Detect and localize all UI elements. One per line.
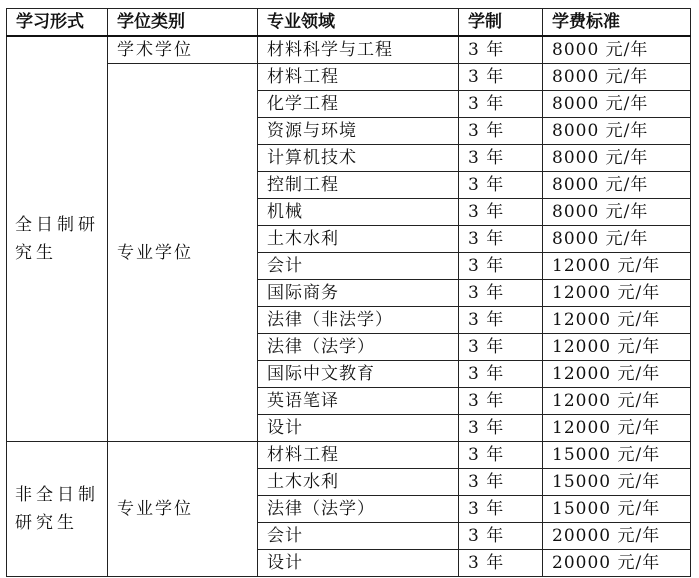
fee-cell: 12000 元/年	[543, 334, 691, 361]
fee-cell: 8000 元/年	[543, 64, 691, 91]
study-mode-cell: 非全日制研究生	[7, 442, 108, 577]
fee-cell: 8000 元/年	[543, 226, 691, 253]
study-mode-cell: 全日制研究生	[7, 36, 108, 442]
field-cell: 材料工程	[258, 64, 459, 91]
field-cell: 国际中文教育	[258, 361, 459, 388]
duration-cell: 3 年	[459, 172, 543, 199]
duration-cell: 3 年	[459, 36, 543, 64]
table-header	[7, 9, 691, 37]
duration-cell: 3 年	[459, 442, 543, 469]
field-cell: 材料科学与工程	[258, 36, 459, 64]
fee-cell: 8000 元/年	[543, 36, 691, 64]
fee-cell: 12000 元/年	[543, 415, 691, 442]
fee-cell: 12000 元/年	[543, 388, 691, 415]
field-cell: 英语笔译	[258, 388, 459, 415]
field-cell: 土木水利	[258, 226, 459, 253]
fee-cell: 8000 元/年	[543, 145, 691, 172]
field-cell: 计算机技术	[258, 145, 459, 172]
field-cell: 法律（非法学）	[258, 307, 459, 334]
field-cell: 化学工程	[258, 91, 459, 118]
duration-cell: 3 年	[459, 523, 543, 550]
degree-type-cell: 专业学位	[108, 64, 258, 442]
fee-cell: 20000 元/年	[543, 523, 691, 550]
field-cell: 机械	[258, 199, 459, 226]
fee-cell: 15000 元/年	[543, 496, 691, 523]
field-cell: 材料工程	[258, 442, 459, 469]
table-row	[7, 442, 691, 469]
duration-cell: 3 年	[459, 64, 543, 91]
header-fee: 学费标准	[543, 9, 691, 37]
fee-cell: 8000 元/年	[543, 91, 691, 118]
table-row	[7, 36, 691, 64]
duration-cell: 3 年	[459, 91, 543, 118]
field-cell: 会计	[258, 523, 459, 550]
degree-type-cell: 学术学位	[108, 36, 258, 64]
duration-cell: 3 年	[459, 415, 543, 442]
duration-cell: 3 年	[459, 307, 543, 334]
duration-cell: 3 年	[459, 280, 543, 307]
field-cell: 控制工程	[258, 172, 459, 199]
duration-cell: 3 年	[459, 334, 543, 361]
field-cell: 设计	[258, 415, 459, 442]
duration-cell: 3 年	[459, 388, 543, 415]
table-row	[7, 64, 691, 91]
degree-type-cell: 专业学位	[108, 442, 258, 577]
field-cell: 设计	[258, 550, 459, 577]
duration-cell: 3 年	[459, 118, 543, 145]
fee-cell: 12000 元/年	[543, 361, 691, 388]
fee-cell: 15000 元/年	[543, 442, 691, 469]
fee-cell: 12000 元/年	[543, 253, 691, 280]
header-study-mode: 学习形式	[7, 9, 108, 37]
fee-cell: 20000 元/年	[543, 550, 691, 577]
field-cell: 法律（法学）	[258, 334, 459, 361]
field-cell: 资源与环境	[258, 118, 459, 145]
field-cell: 会计	[258, 253, 459, 280]
fee-cell: 12000 元/年	[543, 280, 691, 307]
fee-cell: 8000 元/年	[543, 199, 691, 226]
duration-cell: 3 年	[459, 253, 543, 280]
field-cell: 国际商务	[258, 280, 459, 307]
duration-cell: 3 年	[459, 496, 543, 523]
duration-cell: 3 年	[459, 226, 543, 253]
duration-cell: 3 年	[459, 550, 543, 577]
duration-cell: 3 年	[459, 199, 543, 226]
fee-cell: 15000 元/年	[543, 469, 691, 496]
fee-cell: 8000 元/年	[543, 118, 691, 145]
tuition-table	[6, 8, 691, 577]
fee-cell: 8000 元/年	[543, 172, 691, 199]
header-field: 专业领域	[258, 9, 459, 37]
field-cell: 土木水利	[258, 469, 459, 496]
header-duration: 学制	[459, 9, 543, 37]
duration-cell: 3 年	[459, 361, 543, 388]
field-cell: 法律（法学）	[258, 496, 459, 523]
tuition-table-container	[6, 8, 690, 577]
table-body	[7, 36, 691, 577]
duration-cell: 3 年	[459, 145, 543, 172]
header-row	[7, 9, 691, 37]
fee-cell: 12000 元/年	[543, 307, 691, 334]
duration-cell: 3 年	[459, 469, 543, 496]
header-degree-type: 学位类别	[108, 9, 258, 37]
